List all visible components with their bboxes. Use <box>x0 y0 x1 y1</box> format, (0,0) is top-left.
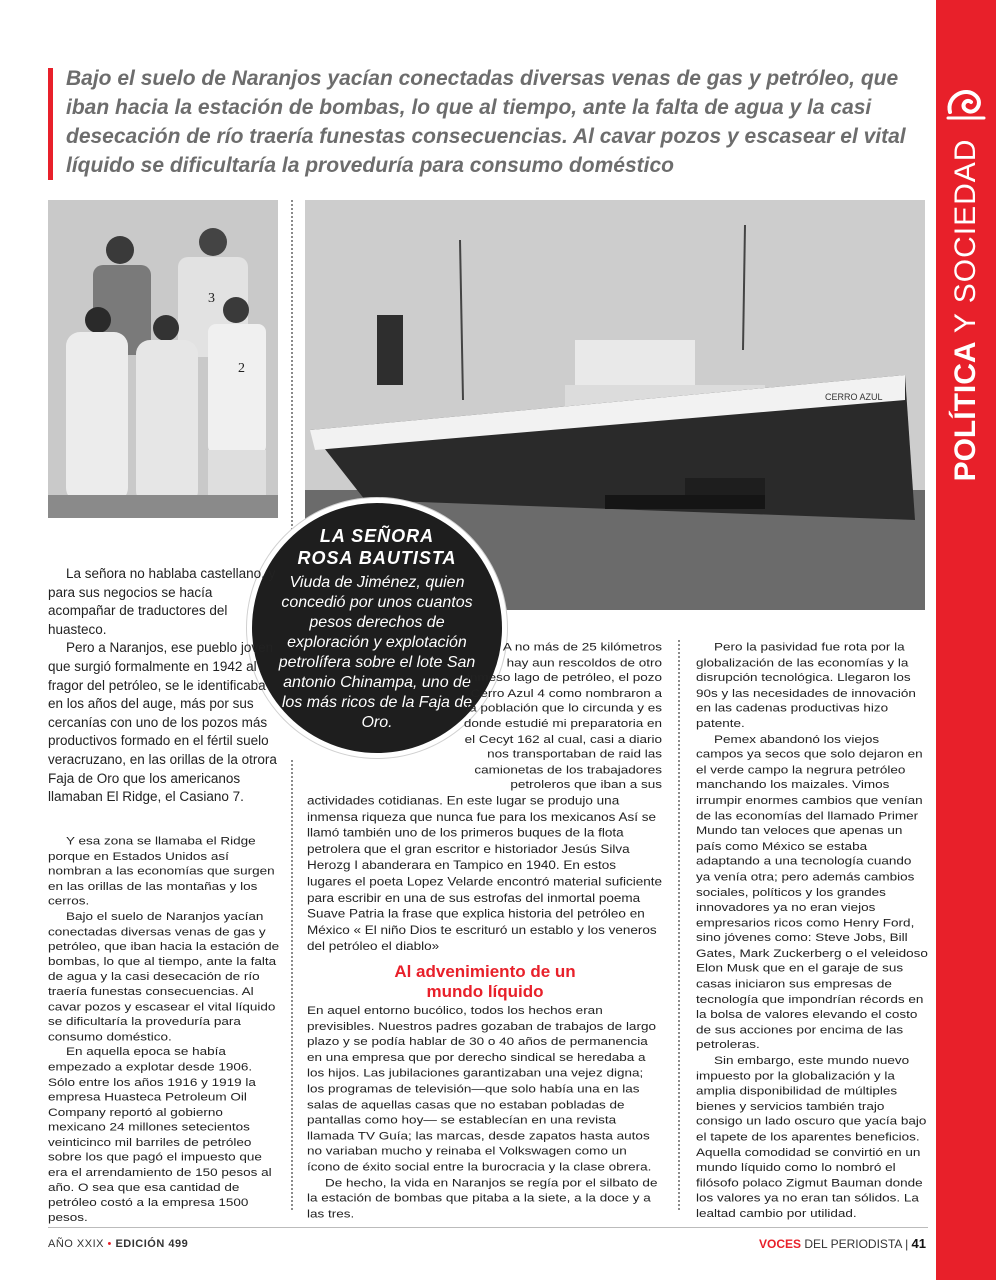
spiral-icon <box>944 82 988 126</box>
paragraph: Pero a Naranjos, ese pueblo joven que surgió formalmente en 1942 al fragor del petróleo, se le identificaba en los años del auge, más por sus cercanías con uno de los pozos más productivos formado en el fértil suelo veracruzano, en las orillas de la otrora Faja de Oro que los americanos llamaban El Ridge, el Casiano 7. <box>48 640 277 805</box>
column-1-top <box>48 565 280 807</box>
paragraph: Sin embargo, este mundo nuevo impuesto por la globalización y la amplia disponibilidad de múltiples bienes y servicios también trajo consigo un lado oscuro que yacía bajo el tapete de los aparentes beneficios. Aquella comodidad se convirtió en un mundo líquido como lo nombró el filósofo polaco Zigmut Bauman donde los valores ya no eran tan sólidos. La lealtad cambio por utilidad. <box>696 1053 927 1220</box>
bullet-icon: • <box>107 1238 112 1250</box>
column-divider <box>291 760 293 1210</box>
paragraph: actividades cotidianas. En este lugar se produjo una inmensa riqueza que nunca fue para los mexicanos Así se llamó también uno de los primeros buques de la flota petrolera que el gran escritor e historiador Jesús Silva Herozg I abanderara en Tampico en 1940. En estos lugares el poeta Lopez Velarde encontró material suficiente para escribir en una de sus estrofas del inmortal poema Suave Patria la frase que explica historia del petróleo en México « El niño Dios te escrituró un establo y los veneros del petróleo el diablo» <box>307 793 662 953</box>
footer-rule <box>48 1227 928 1228</box>
footer-brand-rest: DEL PERIODISTA <box>804 1237 902 1251</box>
photo-number-2: 2 <box>238 361 245 376</box>
page-number: 41 <box>911 1236 926 1251</box>
column-divider <box>291 200 293 550</box>
caption-text: Viuda de Jiménez, quien concedió por unos cuantos pesos derechos de exploración y explotación petrolífera sobre el lote San antonio Chinampa, uno de los más ricos de la Faja de Oro. <box>278 574 476 731</box>
caption-title-line2: ROSA BAUTISTA <box>297 548 457 568</box>
footer-separator: | <box>905 1237 909 1251</box>
paragraph: Pemex abandonó los viejos campos ya secos que solo dejaron en el verde campo la negrura petróleo manchando los maizales. Vimos irrumpir enormes cambios que venían de las economías del llamado Primer Mundo tan veloces que apenas un país como México se estaba adaptando a una tecnología cuando ya venía otra; pero además cambios sociales, políticos y los grandes innovadores ya no eran viejos empresarios ricos como Henry Ford, sino jóvenes como: Steve Jobs, Bill Gates, Mark Zuckerberg o el veleidoso Elon Musk que en el garaje de sus casas iniciaron sus empresas de tecnología que impondrían récords en la bolsa de valores elevando el costo de sus acciones por encima de las petroleras. <box>696 732 928 1052</box>
pull-quote: Bajo el suelo de Naranjos yacían conectadas diversas venas de gas y petróleo, que iban hacia la estación de bombas, lo que al tiempo, ante la falta de agua y la casi desecación de río traería funestas consecuencias. Al cavar pozos y escasear el vital líquido se dificultaría la proveduría para consumo doméstico <box>66 67 906 177</box>
subheading-line1: Al advenimiento de un <box>394 962 576 981</box>
paragraph: De hecho, la vida en Naranjos se regía por el silbato de la estación de bombas que pitaba a la siete, a la doce y a las tres. <box>307 1176 658 1220</box>
section-label-light: Y SOCIEDAD <box>949 138 982 334</box>
footer-brand: VOCES <box>759 1237 802 1251</box>
caption-title <box>252 525 502 569</box>
paragraph: En aquel entorno bucólico, todos los hechos eran previsibles. Nuestros padres gozaban de trabajos de largo plazo y se podía hablar de 30 o 40 años de permanencia en una empresa que por derecho sindical se heredaba a los hijos. Las jubilaciones garantizaban una vejez digna; los programas de televisión—que solo había una en las salas de aquellas casas que no estaban pobladas de pantallas como hoy— se establecían en una revista llamada TV Guía; las marcas, desde zapatos hasta autos no variaban mucho y reinaba el Volkswagen como un ícono de éxito social entre la burocracia y la clase obrera. <box>307 1003 656 1174</box>
footer-publication <box>759 1236 926 1251</box>
column-2-intro <box>462 640 662 793</box>
subheading-line2: mundo líquido <box>426 982 544 1001</box>
family-photo <box>48 200 278 518</box>
paragraph: En aquella epoca se había empezado a explotar desde 1906. Sólo entre los años 1916 y 1919 la empresa Huasteca Petroleum Oil Company reportó al gobierno mexicano 24 millones setecientos veinticinco mil barriles de petróleo sobre los que pagó el impuesto que era el arrendamiento de 150 pesos al año. O sea que esa cantidad de petróleo costó a la empresa 1500 pesos. <box>48 1045 272 1224</box>
paragraph: Y esa zona se llamaba el Ridge porque en Estados Unidos así nombran a las economías que surgen en las orillas de las montañas y los cerros. <box>48 834 275 908</box>
pull-quote-bar <box>48 68 53 180</box>
column-2-lower <box>307 1003 662 1222</box>
column-divider <box>678 640 680 1210</box>
paragraph: Bajo el suelo de Naranjos yacían conectadas diversas venas de gas y petróleo, que iban hacia la estación de bombas, lo que al tiempo, ante la falta de agua y la casi desecación de río traería funestas consecuencias. Al cavar pozos y escasear el vital líquido se dificultaría la proveduría para consumo doméstico. <box>48 910 280 1043</box>
section-label-bold: POLÍTICA <box>949 341 982 482</box>
paragraph: La señora no hablaba castellano. y para sus negocios se hacía acompañar de traductores del huasteco. <box>48 566 276 637</box>
photo-number-3: 3 <box>208 291 215 306</box>
paragraph: A no más de 25 kilómetros hay aun rescoldos de otro inmeso lago de petróleo, el pozo Cerro Azul 4 como nombraron a la población que lo circunda y es donde estudié mi preparatoria en el Cecyt 162 al cual, casi a diario nos transportaban de raid las camionetas de los trabajadores petroleros que iban a sus <box>463 640 662 791</box>
footer-year: AÑO XXIX <box>48 1238 104 1250</box>
section-label <box>949 139 983 482</box>
caption-title-line1: LA SEÑORA <box>319 526 435 546</box>
section-subheading <box>310 962 660 1002</box>
ship-name: CERRO AZUL <box>825 392 883 402</box>
column-3 <box>696 640 928 1222</box>
footer-edition-number: EDICIÓN 499 <box>115 1238 189 1250</box>
column-2-body <box>307 793 662 955</box>
footer-edition <box>48 1238 188 1250</box>
paragraph: Pero la pasividad fue rota por la globalización de las economías y la disrupción tecnológica. Llegaron los 90s y las necesidades de innovación en las cadenas productivas hizo patente. <box>696 640 916 730</box>
column-1-bottom <box>48 834 280 1226</box>
